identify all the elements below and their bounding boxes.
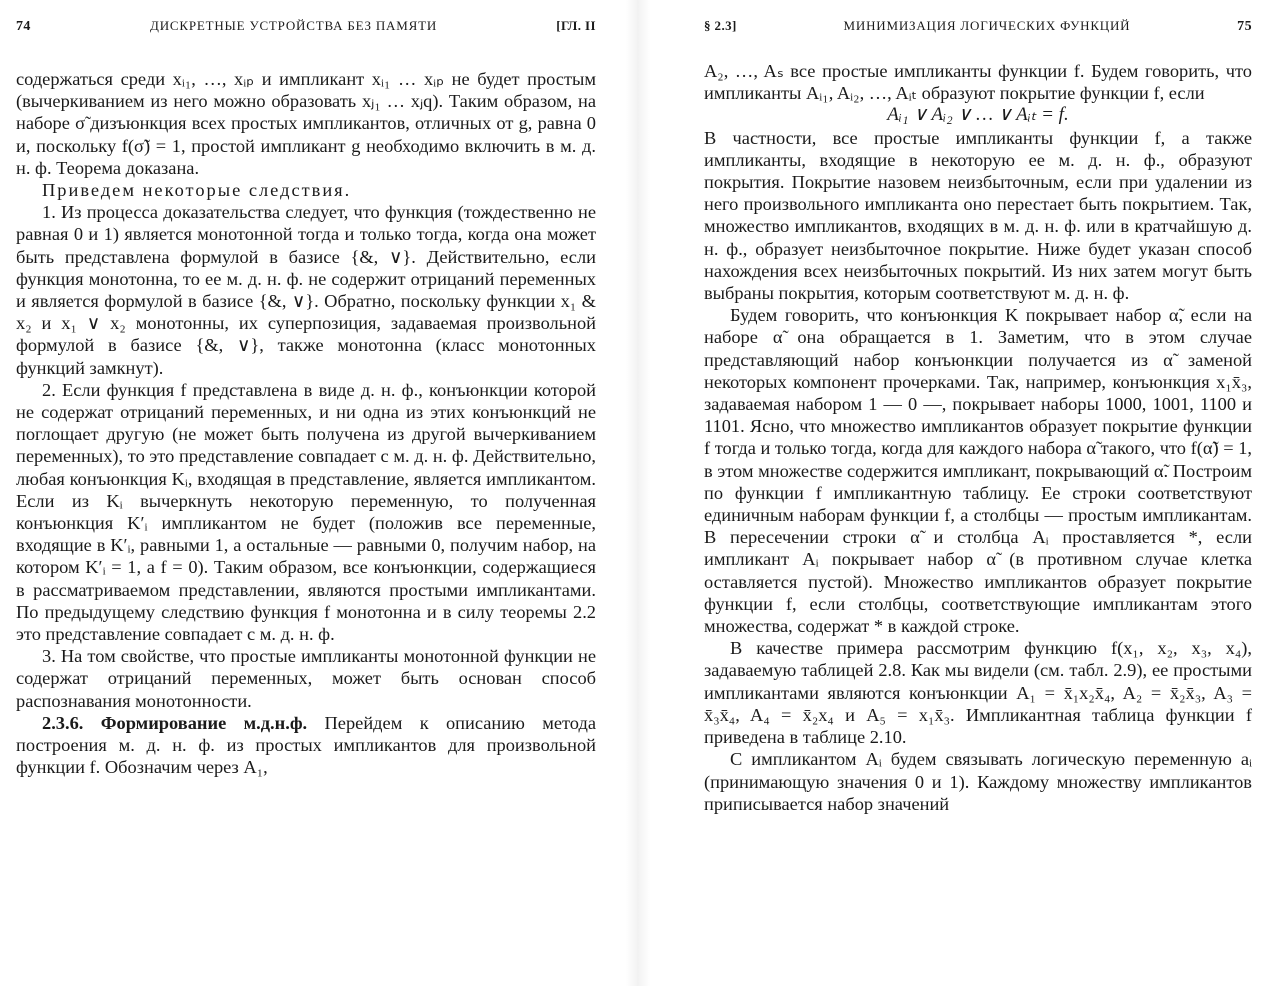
right-page-number: 75 (1237, 19, 1252, 34)
paragraph: В качестве примера рассмотрим функцию f(x₁, x₂, x₃, x₄), задаваемую таблицей 2.8. Как мы видели (см. табл. 2.9), ее простыми импликантами являются конъюнкции A₁ = x̄₁x₂x̄₄, A₂ = x̄₂x̄₃, A₃ = x̄₃x̄₄, A₄ = x̄₂x₄ и A₅ = x₁x̄₃. Импликантная таблица функции f приведена в таблице 2.10. (704, 638, 1252, 748)
section-text: Перейдем к описанию метода построения м. д. н. ф. из простых импликантов для произвольной функции f. Обозначим через A₁, (16, 712, 596, 778)
right-running-head (704, 18, 1252, 40)
left-running-head (16, 18, 596, 40)
cover-formula: Aᵢ₁ ∨ Aᵢ₂ ∨ … ∨ Aᵢₜ = f. (887, 104, 1069, 126)
paragraph: 2. Если функция f представлена в виде д. н. ф., конъюнкции которой не содержат отрицаний переменных, и ни одна из этих конъюнкций не поглощает другую (не может быть получена из другой вычеркиванием переменных), то это представление совпадает с м. д. н. ф. Действительно, любая конъюнкция Kᵢ, входящая в представление, является импликантом. Если из Kᵢ вычеркнуть некоторую переменную, то полученная конъюнкция K′ᵢ импликантом не будет (положив все переменные, входящие в K′ᵢ, равными 1, а остальные — равными 0, получим набор, на котором K′ᵢ = 1, а f = 0). Таким образом, все конъюнкции, содержащиеся в рассматриваемом представлении, являются простыми импликантами. По предыдущему следствию функция f монотонна и в силу теоремы 2.2 это представление совпадает с м. д. н. ф. (16, 379, 596, 645)
right-page (650, 0, 1274, 986)
paragraph: Будем говорить, что конъюнкция K покрывает набор α̃, если на наборе α̃ она обращается в 1. Заметим, что в этом случае представляющий набор конъюнкции получается из α̃ заменой некоторых компонент прочерками. Так, например, конъюнкция x₁x̄₃, задаваемая набором 1 — 0 —, покрывает наборы 1000, 1001, 1100 и 1101. Ясно, что множество импликантов образует покрытие функции f тогда и только тогда, когда для каждого набора α̃ такого, что f(α̃) = 1, в этом множестве содержится импликант, покрывающий α̃. Построим по функции f импликантную таблицу. Ее строки соответствуют единичным наборам функции f, а столбцы — простым импликантам. В пересечении строки α̃ и столбца Aᵢ проставляется *, если импликант Aᵢ покрывает набор α̃ (в противном случае клетка оставляется пустой). Множество импликантов образует покрытие функции f, если столбцы, соответствующие импликантам этого множества, содержат * в каждой строке. (704, 305, 1252, 637)
paragraph: В частности, все простые импликанты функции f, а также импликанты, входящие в некоторую ее м. д. н. ф., образуют покрытия. Покрытие назовем неизбыточным, если при удалении из него произвольного импликанта оно перестает быть покрытием. Так, множество импликантов, входящих в м. д. н. ф. или в кратчайшую д. н. ф., образует неизбыточное покрытие. Ниже будет указан способ нахождения всех неизбыточных покрытий. Из них затем могут быть выбраны покрытия, которым соответствуют м. д. н. ф. (704, 127, 1252, 304)
section-heading: 2.3.6. Формирование м.д.н.ф. (42, 712, 308, 733)
left-chapter-label: [ГЛ. II (556, 18, 596, 33)
paragraph: С импликантом Aᵢ будем связывать логическую переменную aᵢ (принимающую значения 0 и 1). Каждому множеству импликантов приписывается набор значений (704, 749, 1252, 814)
left-body-text (16, 68, 596, 779)
left-running-title: ДИСКРЕТНЫЕ УСТРОЙСТВА БЕЗ ПАМЯТИ (150, 18, 438, 33)
left-page (0, 0, 626, 986)
book-gutter (626, 0, 650, 986)
paragraph: 1. Из процесса доказательства следует, что функция (тождественно не равная 0 и 1) является монотонной тогда и только тогда, когда она может быть представлена формулой в базисе {&, ∨}. Действительно, если функция монотонна, то ее м. д. н. ф. не содержит отрицаний переменных и является формулой в базисе {&, ∨}. Обратно, поскольку функции x₁ & x₂ и x₁ ∨ x₂ монотонны, их суперпозиция, задаваемая произвольной формулой в базисе {&, ∨}, также монотонна (класс монотонных функций замкнут). (16, 202, 596, 378)
left-page-number: 74 (16, 19, 31, 34)
paragraph: A₂, …, Aₛ все простые импликанты функции f. Будем говорить, что импликанты Aᵢ₁, Aᵢ₂, …, Aᵢₜ образуют покрытие функции f, если (704, 61, 1252, 104)
paragraph: содержаться среди xᵢ₁, …, xᵢₚ и импликант xᵢ₁ … xᵢₚ не будет простым (вычеркиванием из него можно образовать xⱼ₁ … xⱼq). Таким образом, на наборе σ̃ дизъюнкция всех простых импликантов, отличных от g, равна 0 и, поскольку f(σ̃) = 1, простой импликант g необходимо включить в м. д. н. ф. Теорема доказана. (16, 69, 596, 178)
paragraph: Приведем некоторые следствия. (42, 180, 352, 201)
right-section-label: § 2.3] (704, 18, 737, 33)
paragraph: 3. На том свойстве, что простые импликанты монотонной функции не содержат отрицаний переменных, может быть основан способ распознавания монотонности. (16, 646, 596, 711)
section-paragraph (16, 712, 596, 779)
right-running-title: МИНИМИЗАЦИЯ ЛОГИЧЕСКИХ ФУНКЦИЙ (843, 18, 1131, 33)
right-body-text (704, 60, 1252, 815)
